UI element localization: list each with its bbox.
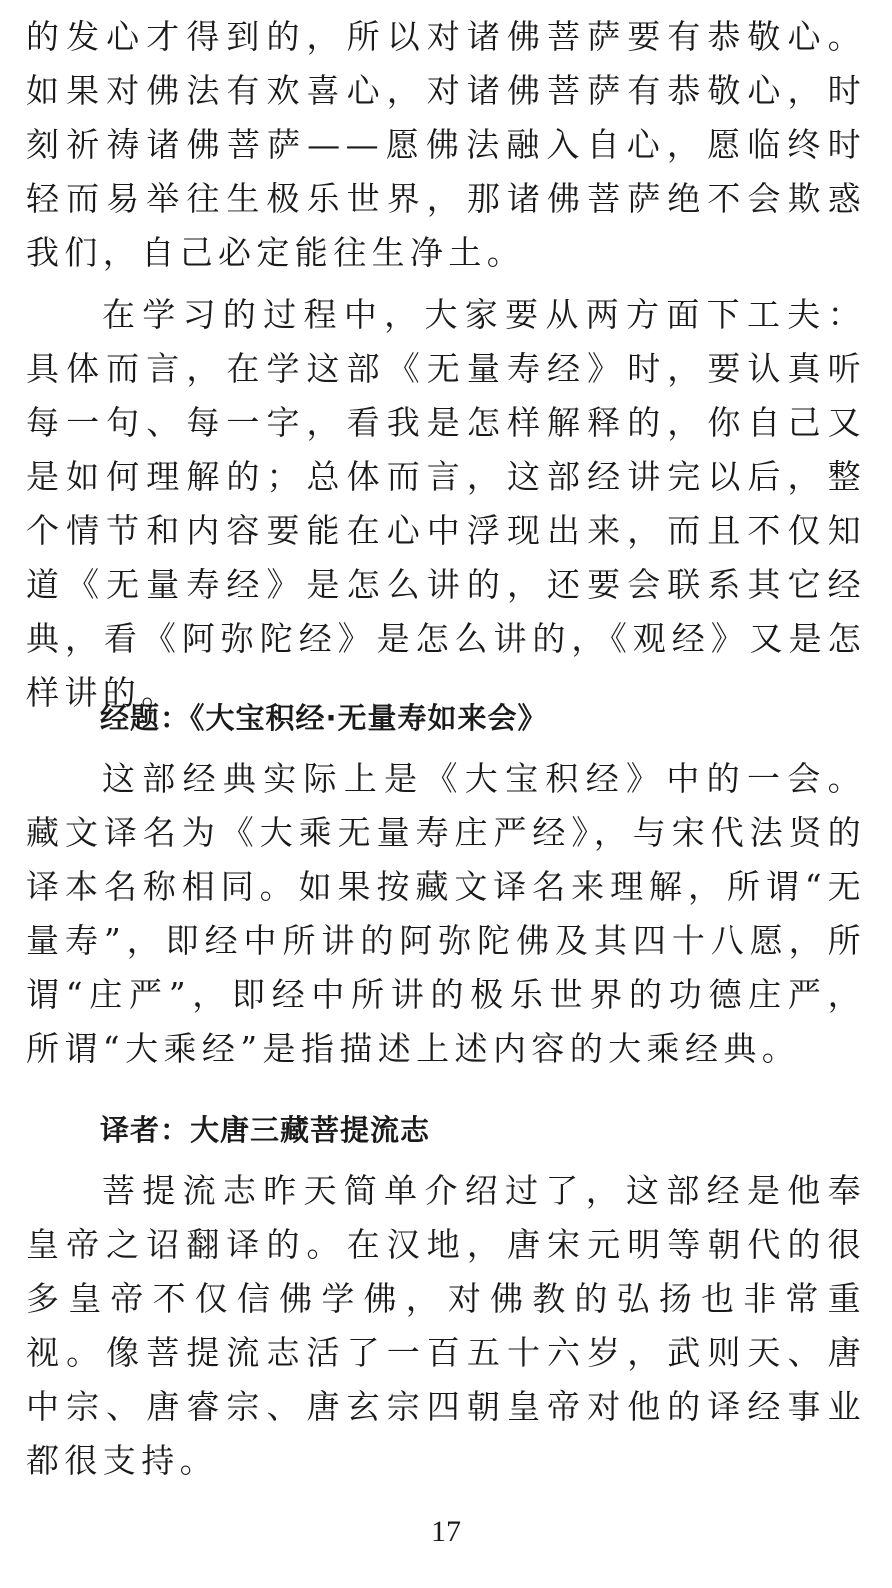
paragraph-sutra-title-explanation: 这部经典实际上是《大宝积经》中的一会。藏文译名为《大乘无量寿庄严经》，与宋代法贤的译本名称相同。如果按藏文译名来理解，所谓“无量寿”，即经中所讲的阿弥陀佛及其四十八愿，所谓“庄严”，即经中所讲的极乐世界的功德庄严，所谓“大乘经”是指描述上述内容的大乘经典。 — [26, 759, 866, 1068]
page-number: 17 — [431, 1515, 461, 1548]
translator-heading: 译者：大唐三藏菩提流志 — [100, 1113, 431, 1147]
paragraph-study-method: 在学习的过程中，大家要从两方面下工夫：具体而言，在学这部《无量寿经》时，要认真听每一句、每一字，看我是怎样解释的，你自己又是如何理解的；总体而言，这部经讲完以后，整个情节和内容要能在心中浮现出来，而且不仅知道《无量寿经》是怎么讲的，还要会联系其它经典，看《阿弥陀经》是怎么讲的，《观经》又是怎样讲的。 — [26, 295, 866, 712]
paragraph-translator-explanation: 菩提流志昨天简单介绍过了，这部经是他奉皇帝之诏翻译的。在汉地，唐宋元明等朝代的很多皇帝不仅信佛学佛，对佛教的弘扬也非常重视。像菩提流志活了一百五十六岁，武则天、唐中宗、唐睿宗、唐玄宗四朝皇帝对他的译经事业都很支持。 — [26, 1171, 866, 1480]
sutra-title-heading: 经题：《大宝积经·无量寿如来会》 — [100, 701, 548, 735]
paragraph-devotion: 的发心才得到的，所以对诸佛菩萨要有恭敬心。如果对佛法有欢喜心，对诸佛菩萨有恭敬心，时刻祈祷诸佛菩萨——愿佛法融入自心，愿临终时轻而易举往生极乐世界，那诸佛菩萨绝不会欺惑我们，自己必定能往生净土。 — [26, 17, 866, 272]
